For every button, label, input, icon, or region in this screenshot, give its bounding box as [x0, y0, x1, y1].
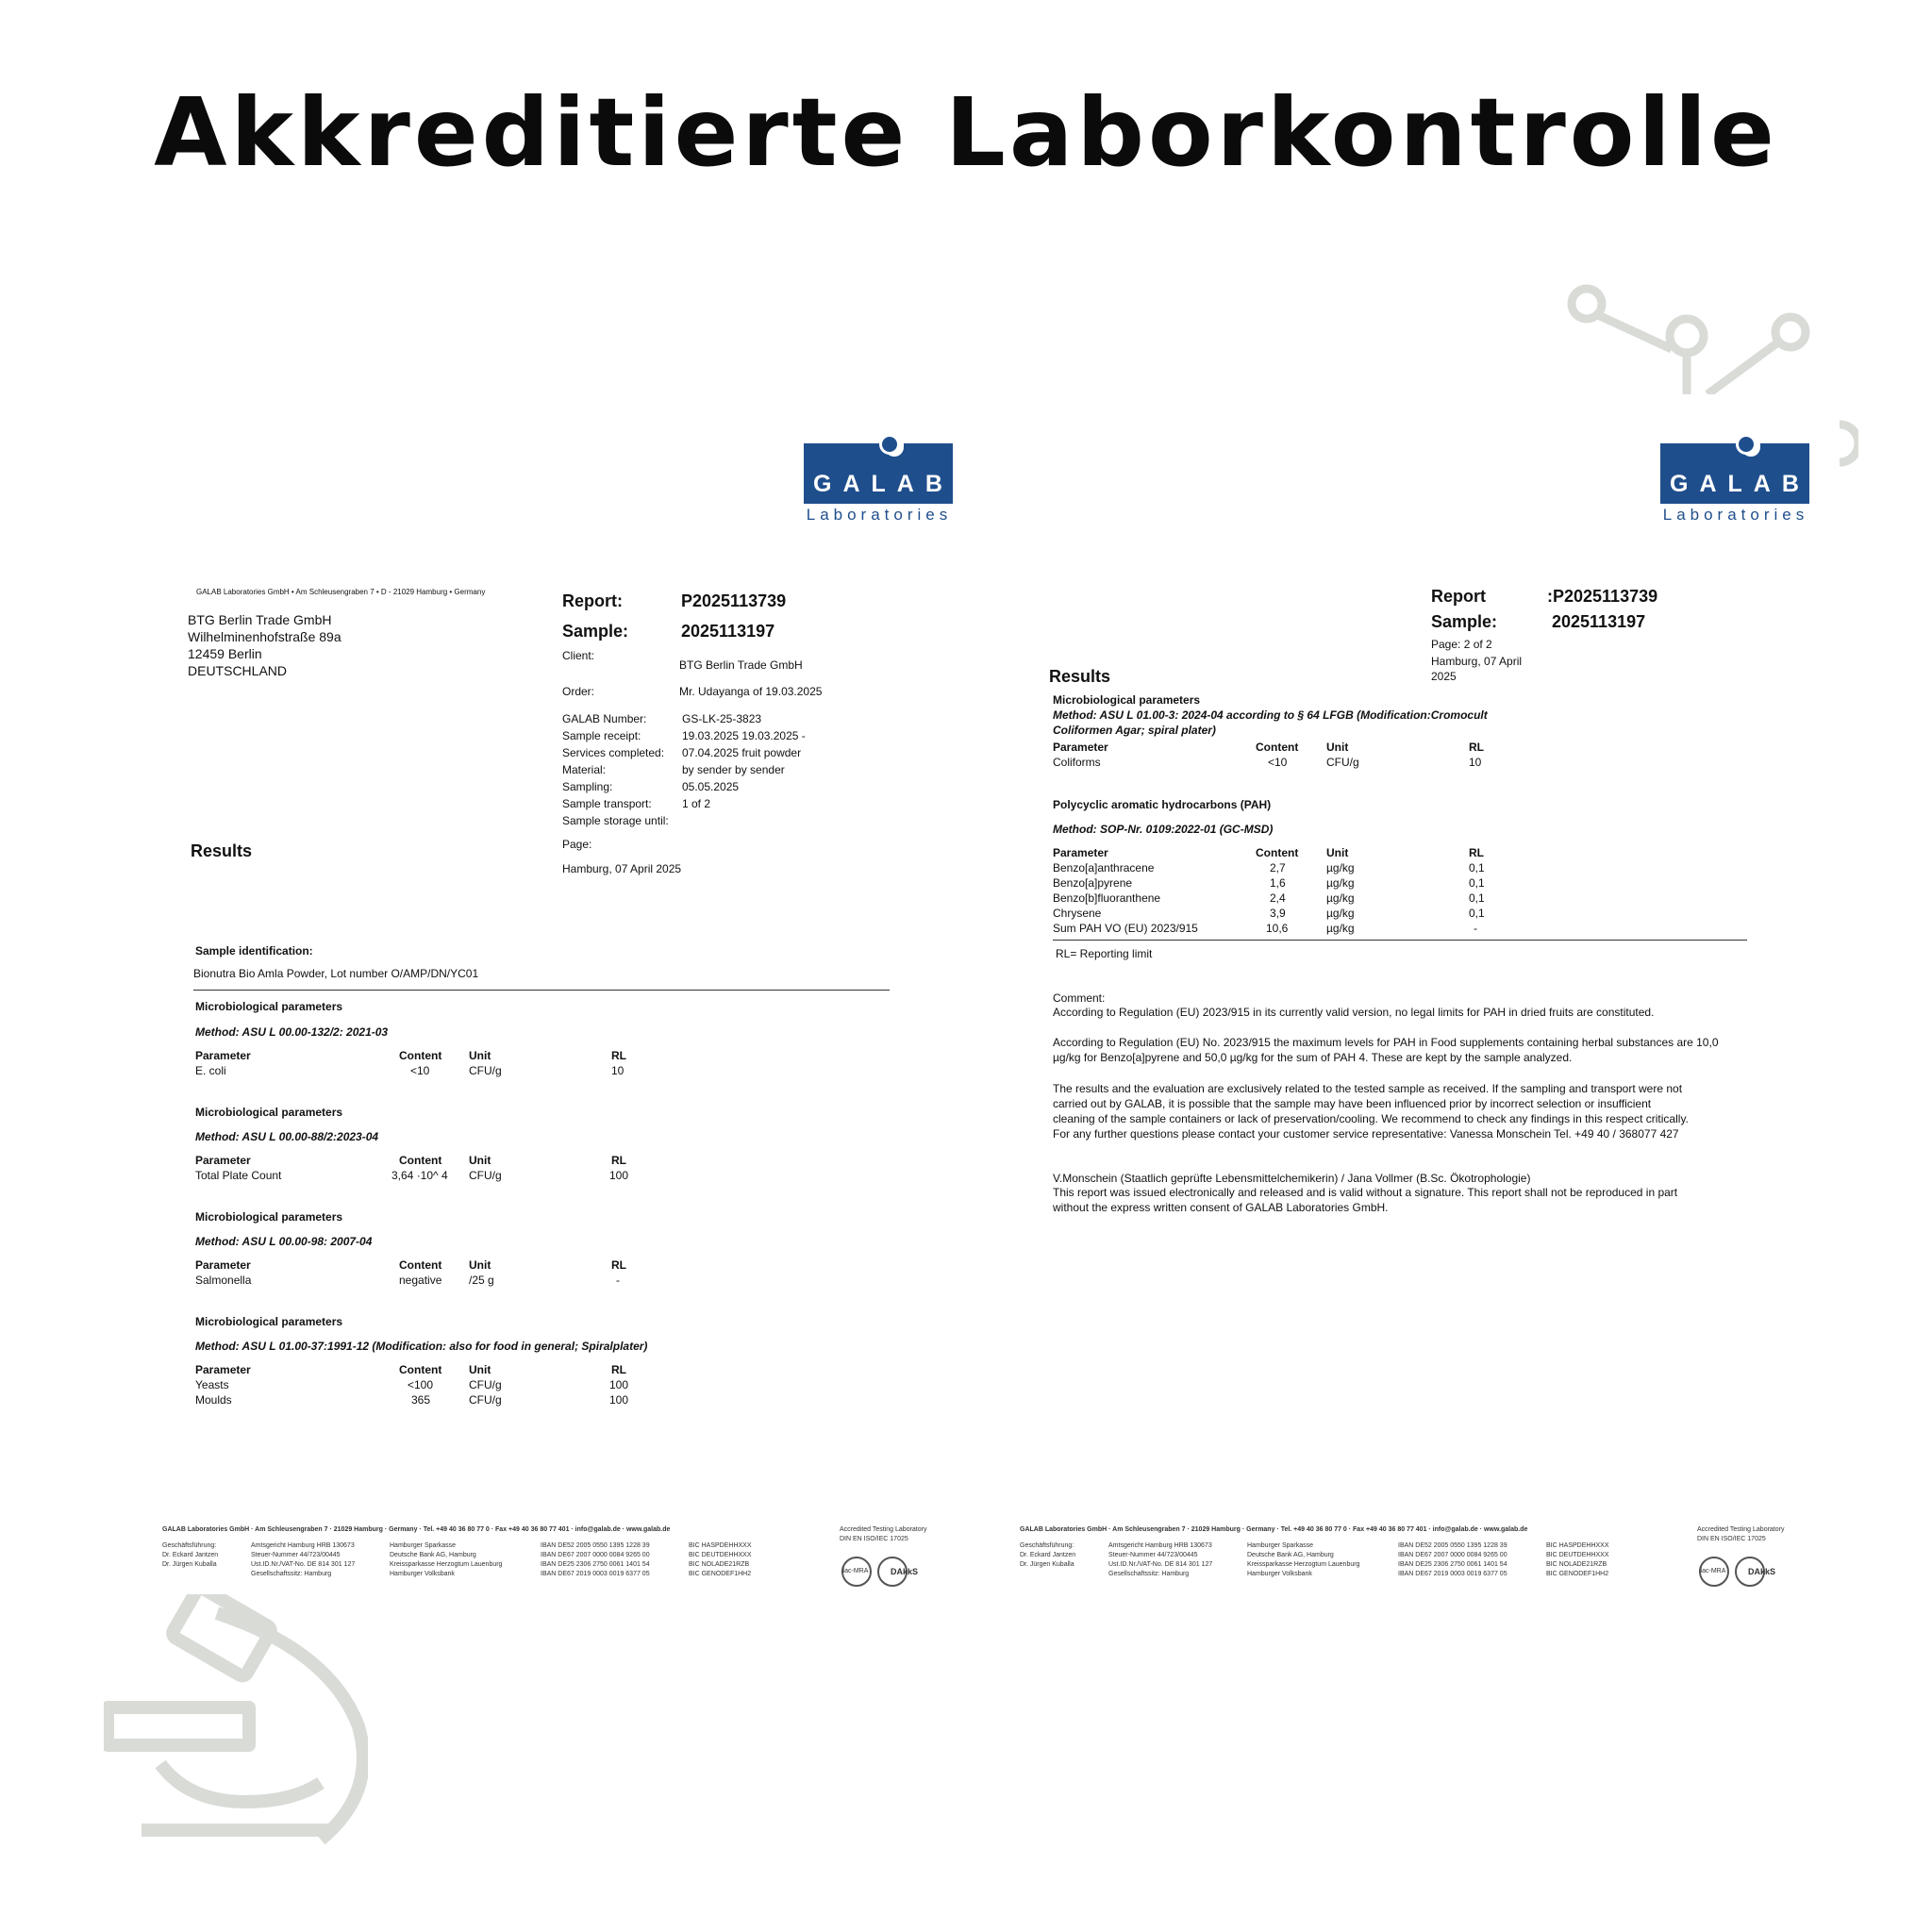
- footer-company-line: GALAB Laboratories GmbH · Am Schleusengraben 7 · 21029 Hamburg · Germany · Tel. +49 40 36 80 77 0 · Fax +49 40 36 80 77 401 · info@galab.de · www.galab.de: [162, 1526, 671, 1533]
- col-header: Parameter: [195, 1258, 251, 1272]
- sample-id-value: Bionutra Bio Amla Powder, Lot number O/AMP/DN/YC01: [193, 967, 479, 980]
- footer-col: Geschäftsführung: Dr. Eckard Jantzen Dr. Jürgen Kuballa: [162, 1542, 219, 1568]
- section-title: Microbiological parameters: [195, 1315, 343, 1328]
- page-label: Page:: [562, 838, 592, 851]
- signature-line: V.Monschein (Staatlich geprüfte Lebensmittelchemikerin) / Jana Vollmer (B.Sc. Ökotrophologie): [1053, 1172, 1531, 1185]
- meta-value: 1 of 2: [682, 797, 711, 810]
- seal-label: DAkkS: [891, 1567, 919, 1576]
- meta-value: 07.04.2025 fruit powder: [682, 746, 802, 759]
- client-label: Client:: [562, 649, 595, 662]
- report-label: Report:: [562, 591, 623, 610]
- col-header: Parameter: [195, 1154, 251, 1167]
- table-cell: Salmonella: [195, 1274, 252, 1287]
- section-method: Method: ASU L 00.00-98: 2007-04: [195, 1235, 373, 1248]
- section-method: Method: SOP-Nr. 0109:2022-01 (GC-MSD): [1053, 823, 1274, 836]
- table-cell: 1,6: [1270, 876, 1286, 890]
- address-line: Wilhelminenhofstraße 89a: [188, 629, 341, 644]
- section-title: Microbiological parameters: [1053, 693, 1201, 707]
- table-cell: 0,1: [1469, 891, 1485, 905]
- table-cell: µg/kg: [1326, 891, 1355, 905]
- page-number: Page: 2 of 2: [1431, 638, 1492, 651]
- col-header: Unit: [1326, 741, 1349, 754]
- meta-label: Sample receipt:: [562, 729, 641, 742]
- table-cell: 3,64 ·10^ 4: [391, 1169, 448, 1182]
- table-cell: 2,7: [1270, 861, 1286, 874]
- section-method: Method: ASU L 01.00-3: 2024-04 according to § 64 LFGB (Modification:Cromocult: [1053, 708, 1488, 722]
- col-header: Content: [399, 1363, 442, 1376]
- place-date: 2025: [1431, 670, 1457, 683]
- footer-col: Hamburger Sparkasse Deutsche Bank AG, Hamburg Kreissparkasse Herzogtum Lauenburg Hamburger Volksbank: [1247, 1542, 1360, 1577]
- table-cell: µg/kg: [1326, 922, 1355, 935]
- client-value: BTG Berlin Trade GmbH: [679, 658, 803, 672]
- footer-col: Geschäftsführung: Dr. Eckard Jantzen Dr. Jürgen Kuballa: [1020, 1542, 1076, 1568]
- section-title: Polycyclic aromatic hydrocarbons (PAH): [1053, 798, 1272, 811]
- table-cell: 0,1: [1469, 907, 1485, 920]
- table-cell: CFU/g: [469, 1393, 502, 1407]
- table-cell: Coliforms: [1053, 756, 1101, 769]
- meta-label: Sample storage until:: [562, 814, 669, 827]
- report-number: :P2025113739: [1547, 587, 1658, 606]
- col-header: RL: [611, 1363, 626, 1376]
- table-cell: CFU/g: [469, 1064, 502, 1077]
- table-cell: <10: [1268, 756, 1288, 769]
- meta-value: 05.05.2025: [682, 780, 740, 793]
- table-cell: CFU/g: [1326, 756, 1359, 769]
- table-cell: µg/kg: [1326, 861, 1355, 874]
- microscope-icon: [104, 1594, 368, 1849]
- col-header: Unit: [469, 1363, 491, 1376]
- section-title: Microbiological parameters: [195, 1000, 343, 1013]
- footer-page-1: [162, 1525, 670, 1535]
- table-cell: µg/kg: [1326, 876, 1355, 890]
- col-header: Content: [399, 1154, 442, 1167]
- footer-col: IBAN DE52 2005 0550 1395 1228 39 IBAN DE67 2007 0000 0084 9265 00 IBAN DE25 2306 2750 0061 1401 54 IBAN DE67 2019 0003 0019 6377 05: [1398, 1542, 1507, 1577]
- table-cell: -: [1474, 922, 1477, 935]
- address-line: BTG Berlin Trade GmbH: [188, 612, 332, 627]
- col-header: Parameter: [1053, 846, 1108, 859]
- table-cell: Yeasts: [195, 1378, 229, 1391]
- footer-col: BIC HASPDEHHXXX BIC DEUTDEHHXXX BIC NOLADE21RZB BIC GENODEF1HH2: [689, 1542, 752, 1577]
- table-cell: 100: [609, 1393, 629, 1407]
- galab-logo: GALAB Laboratories: [804, 443, 955, 525]
- section-title: Microbiological parameters: [195, 1106, 343, 1119]
- table-cell: negative: [399, 1274, 442, 1287]
- divider: [193, 990, 890, 991]
- place-date: Hamburg, 07 April: [1431, 655, 1523, 668]
- table-cell: Benzo[a]pyrene: [1053, 876, 1133, 890]
- order-label: Order:: [562, 685, 595, 698]
- table-cell: Total Plate Count: [195, 1169, 282, 1182]
- col-header: Parameter: [1053, 741, 1108, 754]
- col-header: Unit: [1326, 846, 1349, 859]
- sample-label: Sample:: [1431, 612, 1498, 631]
- meta-label: GALAB Number:: [562, 712, 647, 725]
- col-header: Parameter: [195, 1363, 251, 1376]
- sample-number: 2025113197: [1552, 612, 1646, 631]
- table-cell: Sum PAH VO (EU) 2023/915: [1053, 922, 1198, 935]
- col-header: RL: [1469, 846, 1484, 859]
- table-cell: 365: [411, 1393, 431, 1407]
- sender-line: GALAB Laboratories GmbH • Am Schleusengraben 7 • D - 21029 Hamburg • Germany: [196, 588, 486, 596]
- signature-line: without the express written consent of GALAB Laboratories GmbH.: [1053, 1201, 1389, 1214]
- footer-col: IBAN DE52 2005 0550 1395 1228 39 IBAN DE67 2007 0000 0084 9265 00 IBAN DE25 2306 2750 0061 1401 54 IBAN DE67 2019 0003 0019 6377 05: [541, 1542, 650, 1577]
- table-cell: 10,6: [1266, 922, 1289, 935]
- address-line: 12459 Berlin: [188, 646, 262, 661]
- comment-line: µg/kg for Benzo[a]pyrene and 50,0 µg/kg for the sum of PAH 4. These are kept by the sample analyzed.: [1053, 1051, 1573, 1064]
- table-cell: <100: [408, 1378, 434, 1391]
- table-cell: 0,1: [1469, 876, 1485, 890]
- footer-company-line: GALAB Laboratories GmbH · Am Schleusengraben 7 · 21029 Hamburg · Germany · Tel. +49 40 36 80 77 0 · Fax +49 40 36 80 77 401 · info@galab.de · www.galab.de: [1020, 1526, 1528, 1533]
- galab-logo: GALAB Laboratories: [1660, 443, 1811, 525]
- table-cell: 10: [1469, 756, 1482, 769]
- col-header: RL: [611, 1258, 626, 1272]
- table-cell: CFU/g: [469, 1378, 502, 1391]
- comment-line: According to Regulation (EU) 2023/915 in its currently valid version, no legal limits for PAH in dried fruits are constituted.: [1053, 1006, 1655, 1019]
- sample-label: Sample:: [562, 622, 629, 641]
- table-cell: Benzo[b]fluoranthene: [1053, 891, 1161, 905]
- seal-label: ilac-MRA: [841, 1568, 869, 1574]
- comment-label: Comment:: [1053, 991, 1106, 1005]
- accreditation: Accredited Testing Laboratory DIN EN ISO/IEC 17025: [840, 1526, 927, 1542]
- table-cell: 100: [609, 1378, 629, 1391]
- section-method: Method: ASU L 00.00-88/2:2023-04: [195, 1130, 379, 1143]
- section-method: Method: ASU L 01.00-37:1991-12 (Modification: also for food in general; Spiralplater): [195, 1340, 648, 1353]
- place-date: Hamburg, 07 April 2025: [562, 862, 682, 875]
- results-heading: Results: [191, 841, 253, 860]
- table-cell: Benzo[a]anthracene: [1053, 861, 1155, 874]
- seal-label: DAkkS: [1748, 1567, 1776, 1576]
- results-heading: Results: [1049, 667, 1111, 686]
- report-number: P2025113739: [681, 591, 787, 610]
- accreditation: Accredited Testing Laboratory DIN EN ISO/IEC 17025: [1697, 1526, 1785, 1542]
- meta-value: by sender by sender: [682, 763, 785, 776]
- rl-note: RL= Reporting limit: [1056, 947, 1153, 960]
- meta-value: GS-LK-25-3823: [682, 712, 762, 725]
- footer-page-2: [1020, 1525, 1527, 1535]
- comment-line: According to Regulation (EU) No. 2023/915 the maximum levels for PAH in Food supplements containing herbal substances are 10,0: [1053, 1036, 1719, 1049]
- meta-label: Services completed:: [562, 746, 665, 759]
- comment-line: carried out by GALAB, it is possible that the sample may have been influenced prior by incorrect selection or insufficient: [1053, 1097, 1652, 1110]
- footer-col: Amtsgericht Hamburg HRB 130673 Steuer-Nummer 44/723/00445 Ust.ID.Nr./VAT-No. DE 814 301 127 Gesellschaftssitz: Hamburg: [1108, 1542, 1213, 1577]
- table-cell: -: [616, 1274, 620, 1287]
- comment-line: For any further questions please contact your customer service representative: Vanessa Monschein Tel. +49 40 / 368077 427: [1053, 1127, 1679, 1141]
- col-header: Parameter: [195, 1049, 251, 1062]
- comment-line: cleaning of the sample containers or lack of preservation/cooling. We recommend to check any findings in this respect critically.: [1053, 1112, 1689, 1125]
- table-cell: 100: [609, 1169, 629, 1182]
- table-cell: /25 g: [469, 1274, 494, 1287]
- table-cell: 10: [611, 1064, 625, 1077]
- section-method: Coliformen Agar; spiral plater): [1053, 724, 1216, 737]
- col-header: Unit: [469, 1258, 491, 1272]
- comment-line: The results and the evaluation are exclusively related to the tested sample as received. If the sampling and transport were not: [1053, 1082, 1683, 1095]
- meta-label: Material:: [562, 763, 607, 776]
- table-cell: 3,9: [1270, 907, 1286, 920]
- meta-label: Sampling:: [562, 780, 613, 793]
- section-title: Microbiological parameters: [195, 1210, 343, 1224]
- col-header: Unit: [469, 1154, 491, 1167]
- footer-col: Hamburger Sparkasse Deutsche Bank AG, Hamburg Kreissparkasse Herzogtum Lauenburg Hamburger Volksbank: [390, 1542, 503, 1577]
- address-line: DEUTSCHLAND: [188, 663, 288, 678]
- col-header: Content: [1256, 846, 1299, 859]
- seal-label: ilac-MRA: [1699, 1568, 1726, 1574]
- signature-line: This report was issued electronically and released and is valid without a signature. This report shall not be reproduced in part: [1053, 1186, 1678, 1199]
- section-method: Method: ASU L 00.00-132/2: 2021-03: [195, 1025, 389, 1039]
- divider: [1053, 940, 1747, 941]
- col-header: Content: [399, 1258, 442, 1272]
- page-heading: Akkreditierte Laborkontrolle: [154, 77, 1778, 188]
- table-cell: Chrysene: [1053, 907, 1102, 920]
- meta-label: Sample transport:: [562, 797, 652, 810]
- col-header: Content: [399, 1049, 442, 1062]
- table-cell: Moulds: [195, 1393, 232, 1407]
- sample-number: 2025113197: [681, 622, 775, 641]
- col-header: Content: [1256, 741, 1299, 754]
- table-cell: <10: [410, 1064, 430, 1077]
- report-label: Report: [1431, 587, 1486, 606]
- footer-col: Amtsgericht Hamburg HRB 130673 Steuer-Nummer 44/723/00445 Ust.ID.Nr./VAT-No. DE 814 301 127 Gesellschaftssitz: Hamburg: [251, 1542, 356, 1577]
- table-cell: 0,1: [1469, 861, 1485, 874]
- sample-id-label: Sample identification:: [195, 944, 313, 958]
- footer-col: BIC HASPDEHHXXX BIC DEUTDEHHXXX BIC NOLADE21RZB BIC GENODEF1HH2: [1546, 1542, 1609, 1577]
- table-cell: 2,4: [1270, 891, 1286, 905]
- col-header: RL: [611, 1049, 626, 1062]
- col-header: RL: [1469, 741, 1484, 754]
- col-header: RL: [611, 1154, 626, 1167]
- table-cell: E. coli: [195, 1064, 226, 1077]
- meta-value: 19.03.2025 19.03.2025 -: [682, 729, 806, 742]
- table-cell: µg/kg: [1326, 907, 1355, 920]
- order-value: Mr. Udayanga of 19.03.2025: [679, 685, 823, 698]
- col-header: Unit: [469, 1049, 491, 1062]
- table-cell: CFU/g: [469, 1169, 502, 1182]
